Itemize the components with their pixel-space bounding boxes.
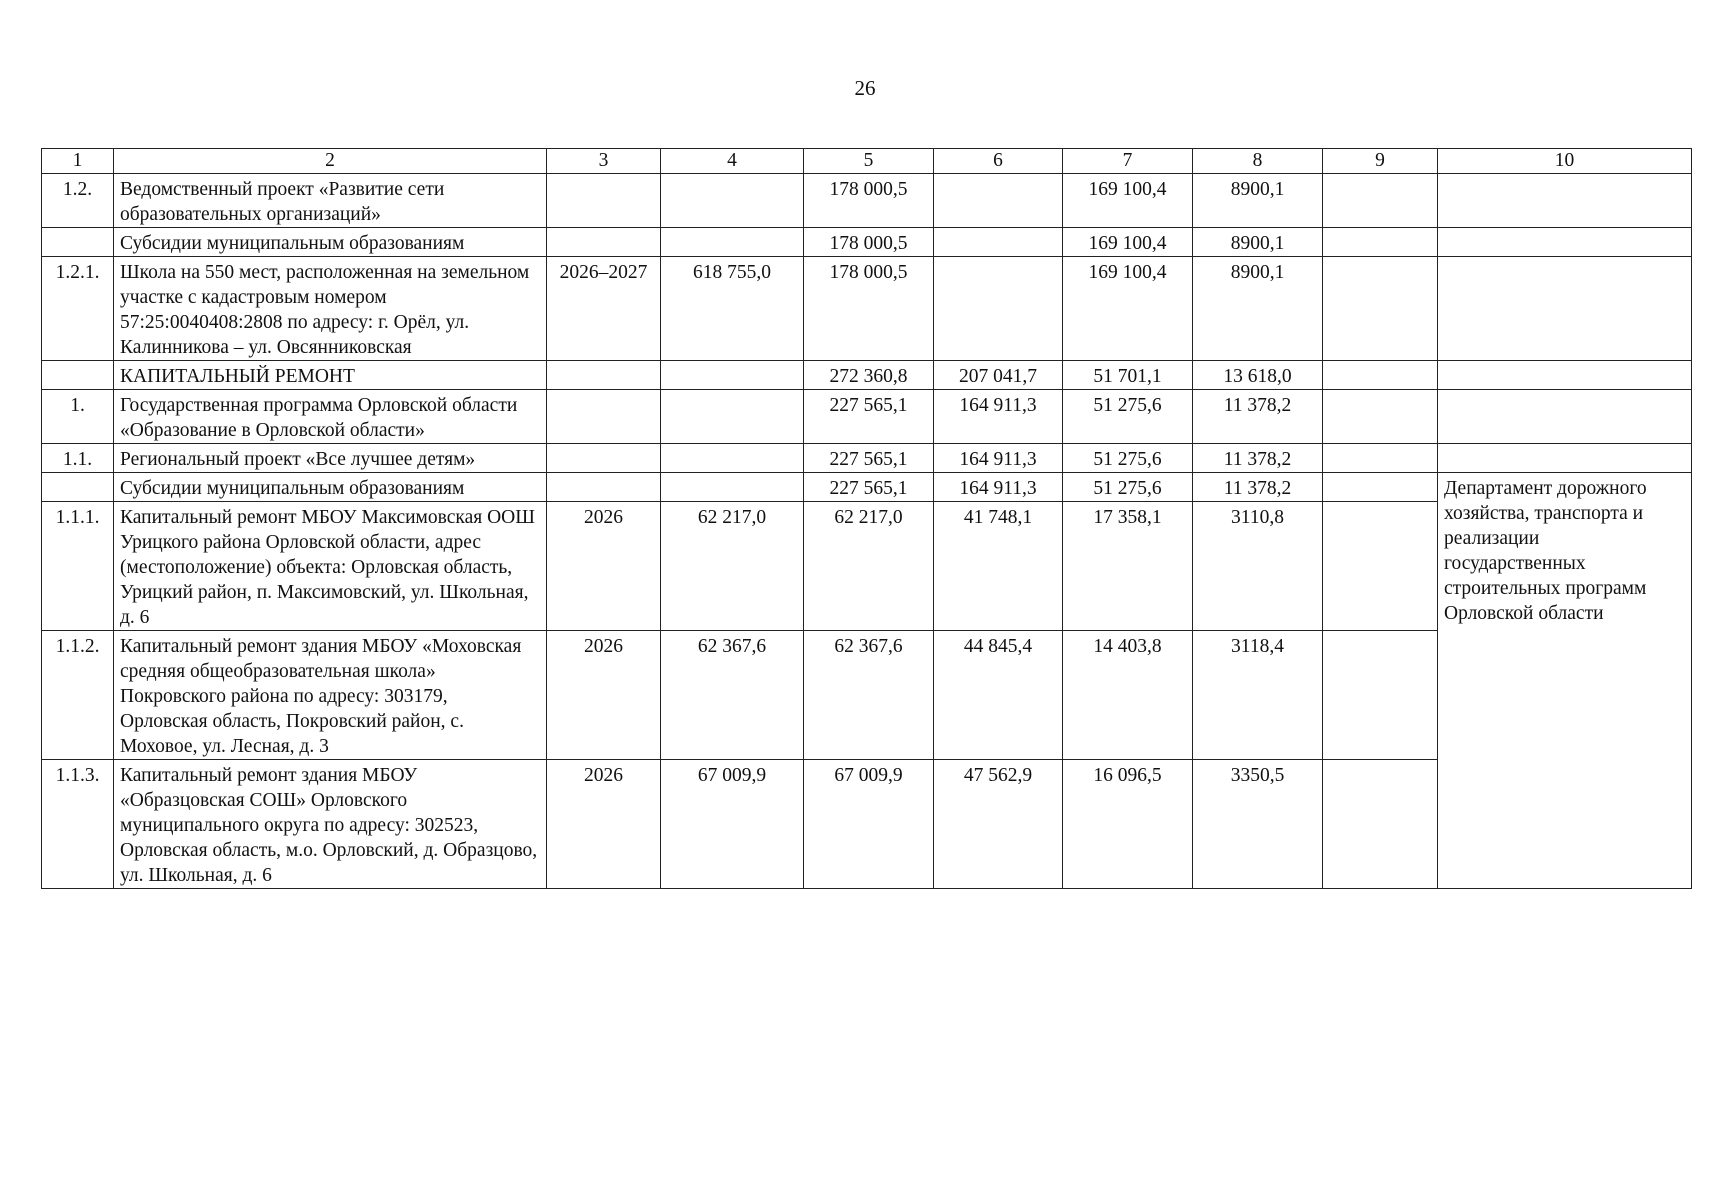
federal-cell: 207 041,7 [934, 361, 1063, 390]
col9-cell [1323, 257, 1438, 361]
local-cell: 13 618,0 [1193, 361, 1323, 390]
local-cell: 3118,4 [1193, 631, 1323, 760]
table-row [42, 228, 1692, 257]
federal-cell: 164 911,3 [934, 390, 1063, 444]
item-number-cell: 1.2. [42, 174, 114, 228]
total-cell: 178 000,5 [804, 174, 934, 228]
column-header: 3 [547, 149, 661, 174]
total-cell: 62 367,6 [804, 631, 934, 760]
item-name-cell: Ведомственный проект «Развитие сети образовательных организаций» [114, 174, 547, 228]
item-name-cell: Государственная программа Орловской области «Образование в Орловской области» [114, 390, 547, 444]
column-header: 6 [934, 149, 1063, 174]
total-cell: 227 565,1 [804, 390, 934, 444]
column-header: 2 [114, 149, 547, 174]
period-cell [547, 473, 661, 502]
col9-cell [1323, 390, 1438, 444]
regional-cell: 51 275,6 [1063, 444, 1193, 473]
local-cell: 8900,1 [1193, 257, 1323, 361]
cost-cell [661, 473, 804, 502]
item-name-cell: Капитальный ремонт МБОУ Максимовская ООШ Урицкого района Орловской области, адрес (местоположение) объекта: Орловская область, Урицкий район, п. Максимовский, ул. Школьная, д. 6 [114, 502, 547, 631]
col9-cell [1323, 760, 1438, 889]
period-cell [547, 228, 661, 257]
column-header: 8 [1193, 149, 1323, 174]
federal-cell: 47 562,9 [934, 760, 1063, 889]
federal-cell: 164 911,3 [934, 444, 1063, 473]
period-cell: 2026 [547, 631, 661, 760]
total-cell: 178 000,5 [804, 228, 934, 257]
cost-cell: 62 367,6 [661, 631, 804, 760]
item-name-cell: КАПИТАЛЬНЫЙ РЕМОНТ [114, 361, 547, 390]
col9-cell [1323, 228, 1438, 257]
responsible-cell [1438, 390, 1692, 444]
regional-cell: 51 701,1 [1063, 361, 1193, 390]
regional-cell: 16 096,5 [1063, 760, 1193, 889]
col9-cell [1323, 631, 1438, 760]
responsible-cell [1438, 228, 1692, 257]
total-cell: 62 217,0 [804, 502, 934, 631]
local-cell: 3110,8 [1193, 502, 1323, 631]
column-header: 1 [42, 149, 114, 174]
item-number-cell: 1.1.2. [42, 631, 114, 760]
table-row [42, 257, 1692, 361]
item-number-cell [42, 361, 114, 390]
responsible-cell [1438, 361, 1692, 390]
regional-cell: 14 403,8 [1063, 631, 1193, 760]
column-header: 7 [1063, 149, 1193, 174]
local-cell: 8900,1 [1193, 174, 1323, 228]
col9-cell [1323, 444, 1438, 473]
cost-cell: 618 755,0 [661, 257, 804, 361]
col9-cell [1323, 174, 1438, 228]
total-cell: 227 565,1 [804, 473, 934, 502]
budget-table [41, 148, 1692, 889]
item-number-cell: 1.1.1. [42, 502, 114, 631]
period-cell [547, 361, 661, 390]
local-cell: 11 378,2 [1193, 444, 1323, 473]
responsible-cell [1438, 257, 1692, 361]
federal-cell: 44 845,4 [934, 631, 1063, 760]
total-cell: 67 009,9 [804, 760, 934, 889]
column-header: 5 [804, 149, 934, 174]
item-name-cell: Капитальный ремонт здания МБОУ «Образцовская СОШ» Орловского муниципального округа по адресу: 302523, Орловская область, м.о. Орловский, д. Образцово, ул. Школьная, д. 6 [114, 760, 547, 889]
item-number-cell [42, 473, 114, 502]
period-cell [547, 390, 661, 444]
cost-cell [661, 174, 804, 228]
item-name-cell: Капитальный ремонт здания МБОУ «Моховская средняя общеобразовательная школа» Покровского района по адресу: 303179, Орловская область, Покровский район, с. Моховое, ул. Лесная, д. 3 [114, 631, 547, 760]
regional-cell: 17 358,1 [1063, 502, 1193, 631]
period-cell [547, 174, 661, 228]
responsible-department-cell: Департамент дорожного хозяйства, транспорта и реализации государственных строительных программ Орловской области [1438, 473, 1692, 889]
federal-cell [934, 257, 1063, 361]
local-cell: 11 378,2 [1193, 390, 1323, 444]
cost-cell: 62 217,0 [661, 502, 804, 631]
table-row [42, 444, 1692, 473]
cost-cell: 67 009,9 [661, 760, 804, 889]
col9-cell [1323, 361, 1438, 390]
item-number-cell: 1. [42, 390, 114, 444]
period-cell [547, 444, 661, 473]
item-number-cell [42, 228, 114, 257]
col9-cell [1323, 502, 1438, 631]
column-header: 10 [1438, 149, 1692, 174]
federal-cell [934, 228, 1063, 257]
federal-cell: 164 911,3 [934, 473, 1063, 502]
federal-cell: 41 748,1 [934, 502, 1063, 631]
column-header: 9 [1323, 149, 1438, 174]
item-number-cell: 1.1.3. [42, 760, 114, 889]
table-row [42, 390, 1692, 444]
responsible-cell [1438, 444, 1692, 473]
total-cell: 272 360,8 [804, 361, 934, 390]
cost-cell [661, 361, 804, 390]
column-header-row [42, 149, 1692, 174]
table-row [42, 361, 1692, 390]
item-number-cell: 1.1. [42, 444, 114, 473]
regional-cell: 51 275,6 [1063, 390, 1193, 444]
table-row [42, 174, 1692, 228]
col9-cell [1323, 473, 1438, 502]
page-number: 26 [854, 76, 876, 100]
federal-cell [934, 174, 1063, 228]
regional-cell: 169 100,4 [1063, 174, 1193, 228]
period-cell: 2026–2027 [547, 257, 661, 361]
regional-cell: 169 100,4 [1063, 257, 1193, 361]
responsible-cell [1438, 174, 1692, 228]
cost-cell [661, 228, 804, 257]
cost-cell [661, 390, 804, 444]
regional-cell: 169 100,4 [1063, 228, 1193, 257]
total-cell: 178 000,5 [804, 257, 934, 361]
item-name-cell: Школа на 550 мест, расположенная на земельном участке с кадастровым номером 57:25:0040408:2808 по адресу: г. Орёл, ул. Калинникова – ул. Овсянниковская [114, 257, 547, 361]
total-cell: 227 565,1 [804, 444, 934, 473]
local-cell: 11 378,2 [1193, 473, 1323, 502]
regional-cell: 51 275,6 [1063, 473, 1193, 502]
cost-cell [661, 444, 804, 473]
local-cell: 3350,5 [1193, 760, 1323, 889]
item-name-cell: Субсидии муниципальным образованиям [114, 228, 547, 257]
table-row [42, 473, 1692, 502]
item-number-cell: 1.2.1. [42, 257, 114, 361]
period-cell: 2026 [547, 760, 661, 889]
item-name-cell: Региональный проект «Все лучшее детям» [114, 444, 547, 473]
item-name-cell: Субсидии муниципальным образованиям [114, 473, 547, 502]
column-header: 4 [661, 149, 804, 174]
local-cell: 8900,1 [1193, 228, 1323, 257]
period-cell: 2026 [547, 502, 661, 631]
